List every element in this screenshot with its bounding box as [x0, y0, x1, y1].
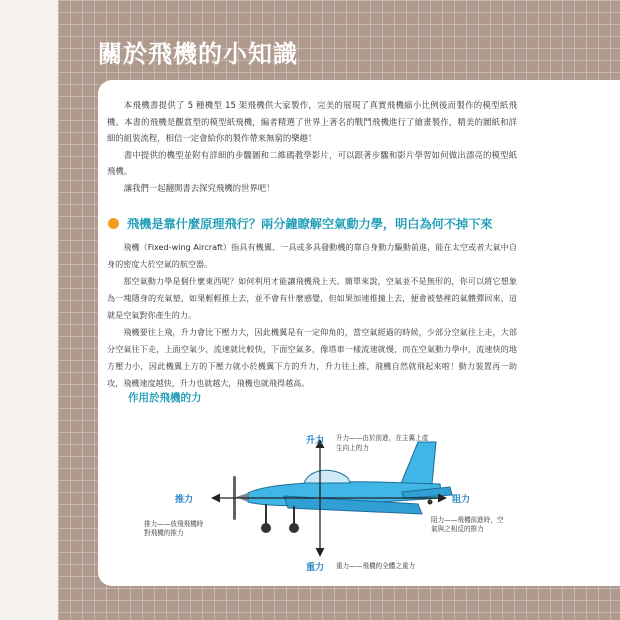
lift-note: 生向上的力	[336, 444, 369, 452]
section-body	[107, 239, 517, 392]
drag-note: 阻力——飛機前進時，空	[431, 516, 504, 524]
intro-paragraph: 讓我們一起翻開書去探究飛機的世界吧！	[123, 182, 275, 193]
section-heading-text: 飛機是靠什麼原理飛行？兩分鐘瞭解空氣動力學，明白為何不掉下來	[127, 217, 493, 231]
intro-paragraph: 本飛機書提供了 5 種機型 15 架飛機供大家製作，完美的展現了真實飛機縮小比例後而製作的模型紙飛機。本書的飛機是觀賞型的模型紙飛機，編者精選了世界上著名的戰鬥飛機進行了繪畫製作，精美的圖紙和詳細的組裝流程，相信一定會給你的製作帶來無窮的樂趣！	[107, 100, 517, 143]
page-title: 關於飛機的小知識	[98, 40, 298, 68]
body-paragraph: 那空氣動力學是個什麼東西呢？如何利用才能讓飛機飛上天。簡單來說，空氣並不是無形的，你可以將它想象為一塊隱身的充氣墊，如果輕輕推上去，並不會有什麼感覺，但如果加速推撞上去，便會被墊裡的氣體彈回來，這就是空氣對你產生的力。	[107, 276, 517, 320]
forces-diagram	[98, 380, 620, 586]
lift-label: 升力	[306, 436, 325, 446]
drag-note: 氣與之相反的推力	[431, 525, 484, 533]
gravity-label: 重力	[306, 563, 325, 573]
thrust-note: 對飛機的推力	[144, 529, 184, 537]
body-paragraph: 飛機（Fixed-wing Aircraft）指具有機翼、一具或多具發動機的靠自身動力驅動前進，能在太空或者大氣中自身的密度大於空氣的航空器。	[107, 242, 517, 269]
thrust-note: 推力——放飛飛機時	[144, 520, 204, 528]
orange-bullet-icon	[108, 218, 119, 229]
body-paragraph: 飛機要往上飛，升力會比下壓力大，因此機翼是有一定仰角的，當空氣經過的時候，少部分空氣往上走，大部分空氣往下走，上面空氣少，流速就比較快，下面空氣多，像塔車一樣流速就慢，而在空氣動力學中，流速快的地方壓力小，因此機翼上方的下壓力就小於機翼下方的升力，升力往上推，飛機自然就飛起來啦！動力裝置再一助攻，飛機速度越快，升力也就越大，飛機也就飛得越高。	[107, 327, 517, 388]
intro-paragraph: 書中提供的機型並附有詳細的步驟圖和二維碼教學影片，可以跟著步驟和影片學習如何做出漂亮的模型紙飛機。	[107, 149, 517, 176]
airplane-illustration	[233, 442, 452, 533]
thrust-label: 推力	[175, 495, 194, 505]
diagram-title: 作用於飛機的力	[128, 392, 202, 404]
drag-label: 阻力	[452, 495, 471, 505]
intro-text	[107, 97, 517, 196]
gravity-note: 重力——飛機的全體之重力	[336, 562, 416, 570]
lift-note: 升力——由於前進，在主翼上產	[336, 434, 429, 442]
section-heading	[108, 215, 528, 232]
